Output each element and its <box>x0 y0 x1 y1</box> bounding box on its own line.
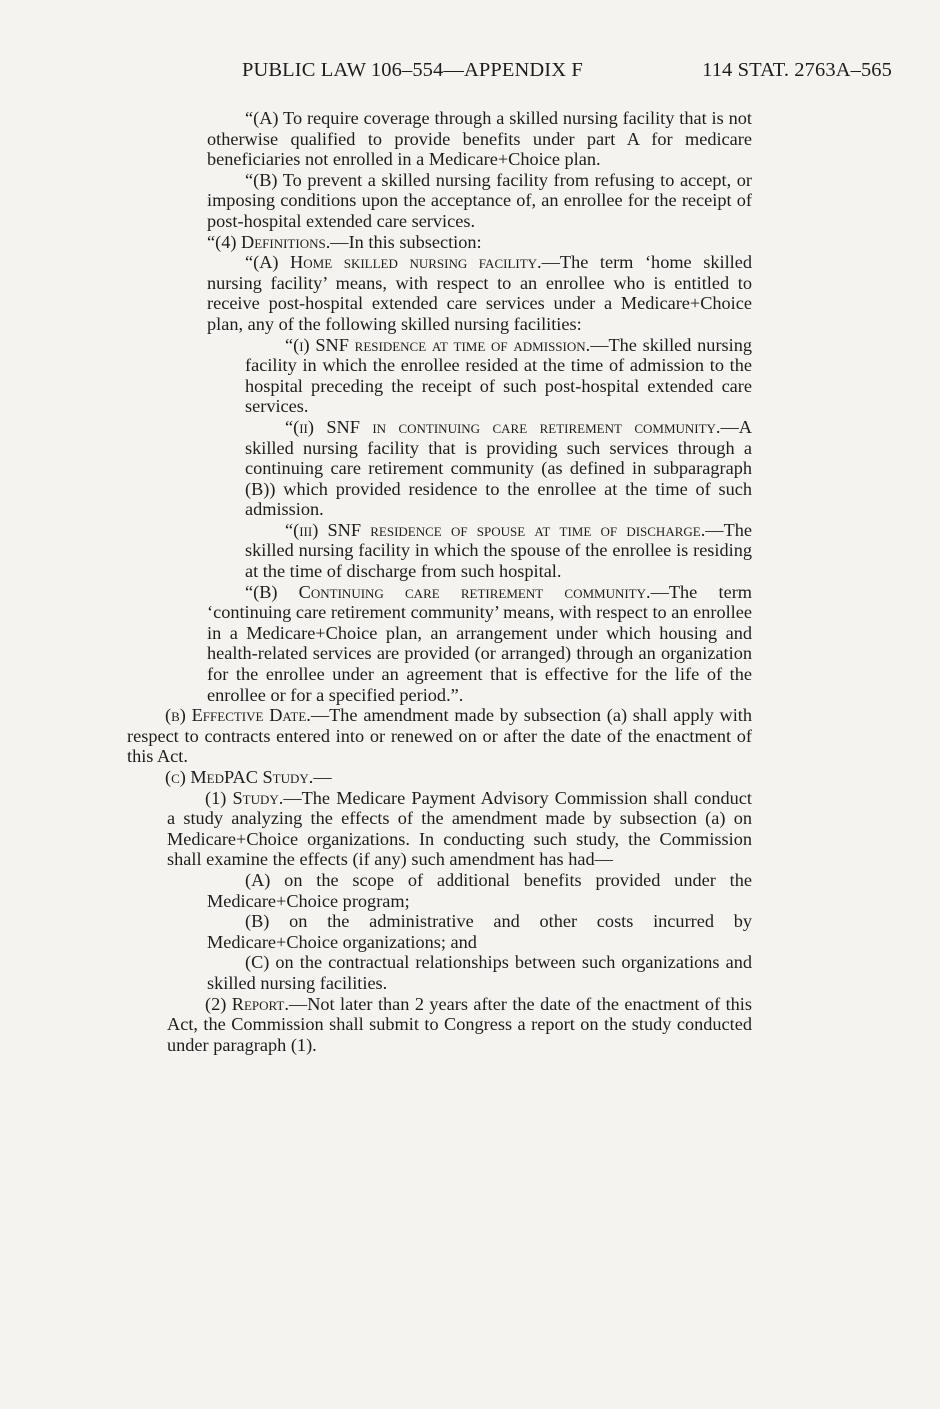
paragraph-4A-iii: “(iii) SNF residence of spouse at time of discharge.—The skilled nursing facility in which the spouse of the enrollee is residing at the time of discharge from such hospital. <box>245 519 752 582</box>
heading-snf-ccrc: “(ii) SNF in continuing care retirement community. <box>285 416 721 437</box>
paragraph-c-medpac-study: (c) MedPAC Study.— <box>165 767 332 787</box>
heading-ccrc: “(B) Continuing care retirement community. <box>245 581 651 602</box>
heading-definitions: “(4) Definitions. <box>207 231 331 252</box>
paragraph-4B: “(B) Continuing care retirement community.—The term ‘continuing care retirement community’ means, with respect to an enrollee in a Medicare+Choice plan, an arrangement under which housing and health-related services are provided (or arranged) through an organization for the enrollee under an agreement that is effective for the life of the enrollee or for a specified period.”. <box>207 581 752 705</box>
paragraph-4A-i: “(i) SNF residence at time of admission.—The skilled nursing facility in which the enrollee resided at the time of admission to the hospital preceding the receipt of such post-hospital extended care services. <box>245 334 753 417</box>
heading-snf-spouse: “(iii) SNF residence of spouse at time of discharge. <box>285 519 706 540</box>
paragraph-4-definitions: “(4) Definitions.—In this subsection: <box>207 231 482 252</box>
heading-effective-date: (b) Effective Date. <box>165 705 311 726</box>
paragraph-c2-report: (2) Report.—Not later than 2 years after the date of the enactment of this Act, the Commission shall submit to Congress a report on the study conducted under paragraph (1). <box>167 993 752 1055</box>
heading-home-snf: “(A) Home skilled nursing facility. <box>245 252 542 273</box>
heading-report: (2) Report. <box>205 993 289 1014</box>
paragraph-c1-B: (B) on the administrative and other costs incurred by Medicare+Choice organizations; and <box>207 911 752 952</box>
paragraph-c1-C: (C) on the contractual relationships between such organizations and skilled nursing facilities. <box>207 952 752 993</box>
paragraph-3A: “(A) To require coverage through a skilled nursing facility that is not otherwise qualified to provide benefits under part A for medicare beneficiaries not enrolled in a Medicare+Choice plan. <box>207 108 752 170</box>
paragraph-4A-ii: “(ii) SNF in continuing care retirement community.—A skilled nursing facility that is providing such services through a continuing care retirement community (as defined in subparagraph (B)) which provided residence to the enrollee at the time of such admission. <box>245 416 752 520</box>
document-body <box>127 108 752 1055</box>
paragraph-c1-A: (A) on the scope of additional benefits provided under the Medicare+Choice program; <box>207 869 752 911</box>
heading-medpac-study: (c) MedPAC Study. <box>165 767 314 787</box>
heading-snf-residence: “(i) SNF residence at time of admission. <box>285 334 591 355</box>
paragraph-4A: “(A) Home skilled nursing facility.—The term ‘home skilled nursing facility’ means, with respect to an enrollee who is entitled to receive post-hospital extended care services under a Medicare+Choice plan, any of the following skilled nursing facilities: <box>207 252 752 334</box>
heading-study: (1) Study. <box>205 787 284 808</box>
paragraph-c1-study: (1) Study.—The Medicare Payment Advisory Commission shall conduct a study analyzing the effects of the amendment made by subsection (a) on Medicare+Choice organizations. In conducting such study, the Commission shall examine the effects (if any) such amendment has had— <box>167 787 752 870</box>
paragraph-3B: “(B) To prevent a skilled nursing facility from refusing to accept, or imposing conditions upon the acceptance of, an enrollee for the receipt of post-hospital extended care services. <box>207 169 752 231</box>
header-law-title: PUBLIC LAW 106–554—APPENDIX F <box>242 59 583 81</box>
paragraph-b-effective-date: (b) Effective Date.—The amendment made by subsection (a) shall apply with respect to contracts entered into or renewed on or after the date of the enactment of this Act. <box>127 705 752 767</box>
header-stat-citation: 114 STAT. 2763A–565 <box>702 59 892 81</box>
